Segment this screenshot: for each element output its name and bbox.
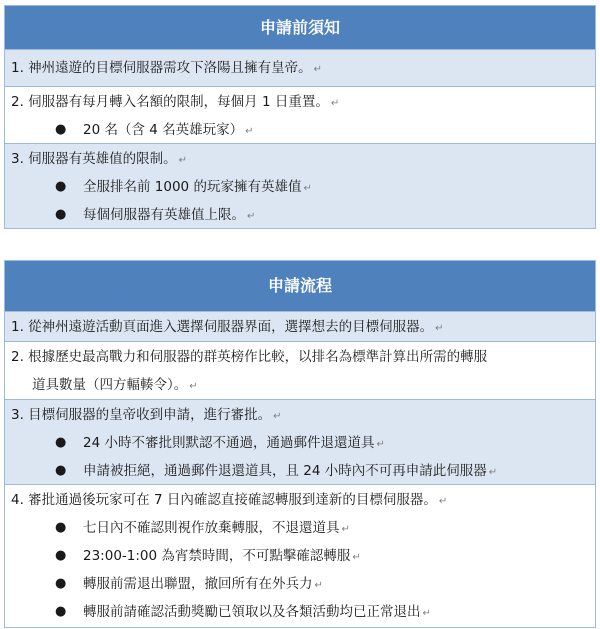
notice-item-1: 1. 神州遠遊的目標伺服器需攻下洛陽且擁有皇帝。 ↵ bbox=[5, 49, 595, 86]
bullet-text: 申請被拒絕，通過郵件退還道具，且 24 小時內不可再申請此伺服器 bbox=[83, 463, 487, 479]
notice-item-2: 2. 伺服器有每月轉入名額的限制，每個月 1 日重置。 ↵ ● 20 名（含 4 名英雄玩家） ↵ bbox=[5, 86, 595, 143]
item-text: 2. 根據歷史最高戰力和伺服器的群英榜作比較，以排名為標準計算出所需的轉服 bbox=[11, 349, 488, 365]
process-table bbox=[4, 260, 596, 628]
bullet-icon: ● bbox=[55, 604, 67, 619]
bullet-text: 轉服前需退出聯盟，撤回所有在外兵力 bbox=[83, 576, 313, 592]
bullet-icon: ● bbox=[55, 576, 67, 591]
item-text-continued: 道具數量（四方輻輳令）。 bbox=[32, 377, 188, 393]
bullet-icon: ● bbox=[55, 463, 67, 478]
bullet-item: ● 20 名（含 4 名英雄玩家） ↵ bbox=[11, 116, 589, 144]
item-text: 3. 目標伺服器的皇帝收到申請，進行審批。 bbox=[11, 407, 272, 423]
item-text: 1. 神州遠遊的目標伺服器需攻下洛陽且擁有皇帝。 bbox=[11, 60, 312, 76]
bullet-item: ● 全服排名前 1000 的玩家擁有英雄值 ↵ bbox=[11, 173, 589, 201]
bullet-text: 全服排名前 1000 的玩家擁有英雄值 bbox=[83, 179, 302, 195]
notice-table bbox=[4, 5, 596, 229]
process-item-2: 2. 根據歷史最高戰力和伺服器的群英榜作比較，以排名為標準計算出所需的轉服 道具數量（四方輻輳令）。 ↵ bbox=[5, 341, 595, 399]
bullet-icon: ● bbox=[55, 520, 67, 535]
process-item-1: 1. 從神州遠遊活動頁面進入選擇伺服器界面，選擇想去的目標伺服器。 ↵ bbox=[5, 311, 595, 341]
bullet-text: 24 小時不審批則默認不通過，通過郵件退還道具 bbox=[83, 435, 375, 451]
bullet-text: 七日內不確認則視作放棄轉服，不退還道具 bbox=[83, 520, 340, 536]
notice-title: 申請前須知 bbox=[5, 6, 595, 49]
bullet-icon: ● bbox=[55, 179, 67, 194]
item-text: 4. 審批通過後玩家可在 7 日內確認直接確認轉服到達新的目標伺服器。 bbox=[11, 492, 437, 508]
bullet-text: 每個伺服器有英雄值上限。 bbox=[83, 207, 245, 223]
bullet-icon: ● bbox=[55, 122, 67, 137]
bullet-item: ● 每個伺服器有英雄值上限。 ↵ bbox=[11, 201, 589, 229]
item-text: 1. 從神州遠遊活動頁面進入選擇伺服器界面，選擇想去的目標伺服器。 bbox=[11, 319, 434, 335]
bullet-item: ● 24 小時不審批則默認不通過，通過郵件退還道具 ↵ bbox=[11, 429, 589, 457]
bullet-item: ● 申請被拒絕，通過郵件退還道具，且 24 小時內不可再申請此伺服器 ↵ bbox=[11, 457, 589, 485]
bullet-item: ● 轉服前請確認活動獎勵已領取以及各類活動均已正常退出 ↵ bbox=[11, 598, 589, 626]
process-item-4: 4. 審批通過後玩家可在 7 日內確認直接確認轉服到達新的目標伺服器。 ↵ ● 七日內不確認則視作放棄轉服，不退還道具 ↵ ● 23:00-1:00 為宵禁時間，不可點擊確認轉服 ↵ ● 轉服前需退出聯盟，撤回所有在外兵力 ↵ ● 轉服前請確認活動獎勵已領取以及各類活動均已正常退出 ↵ bbox=[5, 484, 595, 627]
process-title: 申請流程 bbox=[5, 261, 595, 311]
bullet-text: 20 名（含 4 名英雄玩家） bbox=[83, 122, 244, 138]
bullet-item: ● 23:00-1:00 為宵禁時間，不可點擊確認轉服 ↵ bbox=[11, 542, 589, 570]
bullet-item: ● 轉服前需退出聯盟，撤回所有在外兵力 ↵ bbox=[11, 570, 589, 598]
bullet-text: 轉服前請確認活動獎勵已領取以及各類活動均已正常退出 bbox=[83, 604, 421, 620]
bullet-icon: ● bbox=[55, 548, 67, 563]
bullet-icon: ● bbox=[55, 207, 67, 222]
item-text: 2. 伺服器有每月轉入名額的限制，每個月 1 日重置。 bbox=[11, 94, 329, 110]
process-item-3: 3. 目標伺服器的皇帝收到申請，進行審批。 ↵ ● 24 小時不審批則默認不通過，通過郵件退還道具 ↵ ● 申請被拒絕，通過郵件退還道具，且 24 小時內不可再申請此伺服器 ↵ bbox=[5, 399, 595, 484]
item-text: 3. 伺服器有英雄值的限制。 bbox=[11, 151, 177, 167]
bullet-text: 23:00-1:00 為宵禁時間，不可點擊確認轉服 bbox=[83, 548, 351, 564]
bullet-icon: ● bbox=[55, 435, 67, 450]
bullet-item: ● 七日內不確認則視作放棄轉服，不退還道具 ↵ bbox=[11, 514, 589, 542]
notice-item-3: 3. 伺服器有英雄值的限制。 ↵ ● 全服排名前 1000 的玩家擁有英雄值 ↵ ● 每個伺服器有英雄值上限。 ↵ bbox=[5, 143, 595, 228]
